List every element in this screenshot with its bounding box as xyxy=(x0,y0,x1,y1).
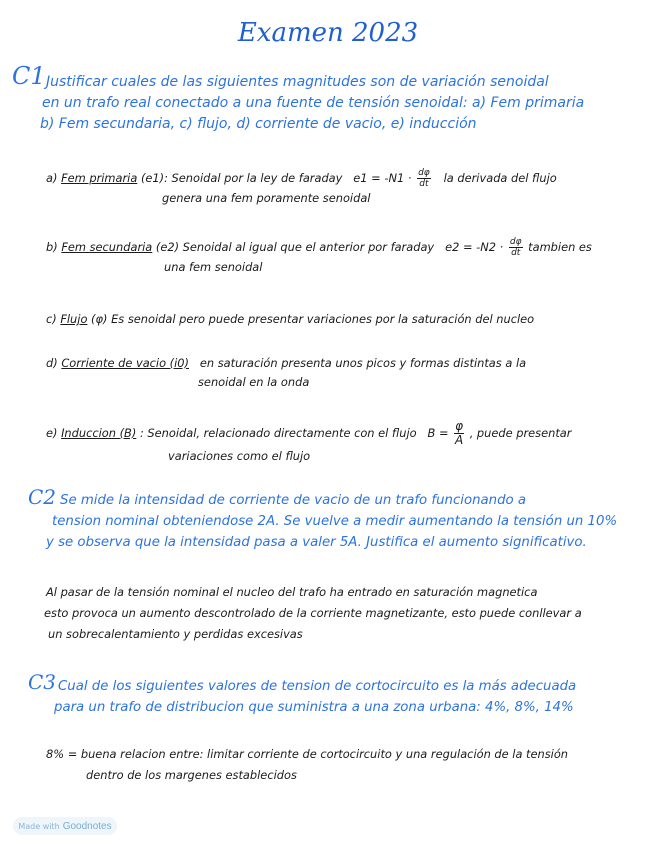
question-line: en un trafo real conectado a una fuente de tensión senoidal: a) Fem primaria xyxy=(42,95,585,111)
question-number: C1 xyxy=(12,62,46,90)
answer-text: la derivada del flujo xyxy=(443,171,557,185)
answer-text: (e2) Senoidal al igual que el anterior por faraday xyxy=(155,240,435,254)
made-with-goodnotes-badge xyxy=(13,817,117,835)
answer-prefix: e) xyxy=(46,426,58,440)
question-c2 xyxy=(28,485,652,553)
question-line: Se mide la intensidad de corriente de vacio de un trafo funcionando a xyxy=(60,493,527,508)
answer-a xyxy=(46,168,646,208)
answer-prefix: d) xyxy=(46,356,58,370)
fraction xyxy=(454,420,464,447)
answer-text: una fem senoidal xyxy=(164,260,263,274)
question-line: para un trafo de distribucion que suministra a una zona urbana: 4%, 8%, 14% xyxy=(54,700,574,715)
answer-c3 xyxy=(46,744,652,786)
answer-line: dentro de los margenes establecidos xyxy=(86,768,297,782)
answer-text: en saturación presenta unos picos y formas distintas a la xyxy=(199,356,527,370)
answer-c xyxy=(46,310,646,329)
question-number: C2 xyxy=(28,485,57,509)
fraction-numerator: dφ xyxy=(418,168,430,178)
fraction-numerator: dφ xyxy=(509,237,522,247)
fraction xyxy=(509,237,523,258)
question-line: Justificar cuales de las siguientes magnitudes son de variación senoidal xyxy=(46,74,549,90)
answer-line: 8% = buena relacion entre: limitar corriente de cortocircuito y una regulación de la tensión xyxy=(46,747,569,761)
answer-prefix: c) xyxy=(46,312,57,326)
answer-text: , puede presentar xyxy=(469,426,572,440)
answer-label: Flujo xyxy=(60,312,88,326)
answer-label: Corriente de vacio (i0) xyxy=(61,356,189,370)
fraction-numerator: φ xyxy=(455,419,464,433)
answer-text: variaciones como el flujo xyxy=(168,449,311,463)
answer-line: esto provoca un aumento descontrolado de la corriente magnetizante, esto puede conllevar a xyxy=(44,606,582,620)
question-line: y se observa que la intensidad pasa a valer 5A. Justifica el aumento significativo. xyxy=(46,535,587,550)
answer-prefix: b) xyxy=(46,240,58,254)
fraction-denominator: dt xyxy=(511,248,521,258)
answer-text: senoidal en la onda xyxy=(198,375,310,389)
question-line: b) Fem secundaria, c) flujo, d) corriente de vacio, e) inducción xyxy=(40,116,477,132)
answer-label: Induccion (B) xyxy=(61,426,137,440)
formula: B = xyxy=(427,426,449,440)
made-with-text: Made with xyxy=(18,821,60,831)
answer-c2 xyxy=(46,582,652,645)
answer-b xyxy=(46,237,646,277)
fraction-denominator: dt xyxy=(419,179,429,189)
answer-label: Fem secundaria xyxy=(61,240,153,254)
answer-text: : Senoidal, relacionado directamente con el flujo xyxy=(139,426,417,440)
answer-text: genera una fem poramente senoidal xyxy=(162,191,371,205)
answer-label: Fem primaria xyxy=(61,171,138,185)
question-line: tension nominal obteniendose 2A. Se vuelve a medir aumentando la tensión un 10% xyxy=(52,514,618,529)
answer-e xyxy=(46,420,652,466)
answer-d xyxy=(46,354,646,392)
answer-text: (e1): Senoidal por la ley de faraday xyxy=(140,171,343,185)
answer-line: Al pasar de la tensión nominal el nucleo del trafo ha entrado en saturación magnetica xyxy=(46,585,538,599)
question-c1 xyxy=(12,62,646,135)
answer-prefix: a) xyxy=(46,171,58,185)
formula: e1 = -N1 · xyxy=(353,171,412,185)
answer-line: un sobrecalentamiento y perdidas excesivas xyxy=(48,627,303,641)
formula: e2 = -N2 · xyxy=(445,240,504,254)
fraction xyxy=(417,168,431,189)
question-line: Cual de los siguientes valores de tension de cortocircuito es la más adecuada xyxy=(58,679,577,694)
question-c3 xyxy=(28,670,648,718)
page-title: Examen 2023 xyxy=(237,18,419,48)
goodnotes-logo: Goodnotes xyxy=(62,820,112,832)
answer-text: tambien es xyxy=(528,240,592,254)
answer-text: (φ) Es senoidal pero puede presentar variaciones por la saturación del nucleo xyxy=(91,312,535,326)
fraction-denominator: A xyxy=(454,433,464,447)
question-number: C3 xyxy=(28,670,57,694)
